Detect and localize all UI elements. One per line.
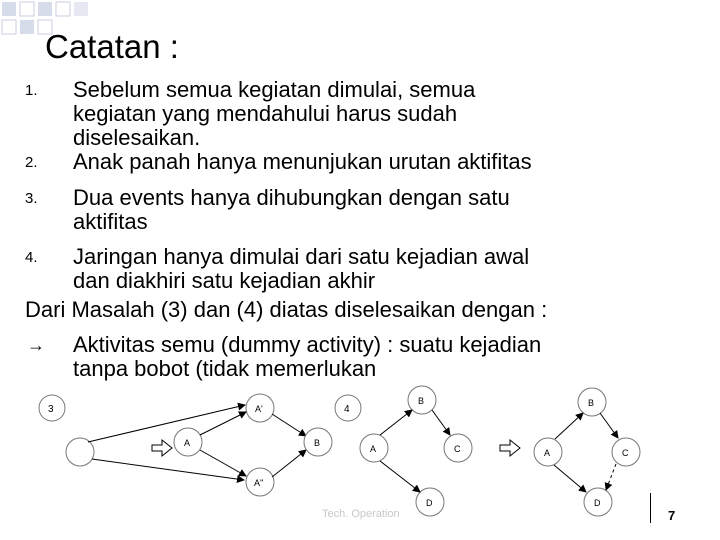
node-label: A <box>184 438 191 448</box>
node-label: B <box>314 438 321 448</box>
list-number: 2. <box>25 154 38 171</box>
list-line: Aktivitas semu (dummy activity) : suatu kejadian <box>73 332 542 357</box>
list-line: Sebelum semua kegiatan dimulai, semua <box>73 77 476 102</box>
list-line: kegiatan yang mendahului harus sudah <box>73 101 458 126</box>
list-line: Dua events hanya dihubungkan dengan satu <box>73 185 510 210</box>
node-label: C <box>622 448 629 458</box>
transform-arrow-icon <box>152 440 172 456</box>
list-line: aktifitas <box>73 209 148 234</box>
node-label: A <box>544 448 551 458</box>
dummy-activity-arrow <box>606 464 616 490</box>
list-line: dan diakhiri satu kejadian akhir <box>73 268 376 293</box>
summary-line: Dari Masalah (3) dan (4) diatas diselesaikan dengan : <box>25 297 548 322</box>
node-label: A <box>370 444 377 454</box>
list-line: Anak panah hanya menunjukan urutan aktifitas <box>73 149 532 174</box>
node-label: B <box>588 398 595 408</box>
diagram-label-text: 4 <box>344 404 350 415</box>
list-line: tanpa bobot (tidak memerlukan <box>73 356 377 381</box>
dummy-activity-diagram-3 <box>39 394 332 496</box>
divider <box>650 493 651 523</box>
node-label: A'' <box>254 478 264 488</box>
list-line: Jaringan hanya dimulai dari satu kejadian awal <box>73 244 530 269</box>
node-label: A' <box>255 404 263 414</box>
slide-title: Catatan : <box>45 28 179 65</box>
node-label: D <box>594 498 601 508</box>
footer-text: Tech. Operation <box>322 508 400 520</box>
arrow-bullet-icon: → <box>27 335 45 355</box>
node-label: D <box>426 498 433 508</box>
node-label: C <box>454 444 461 454</box>
list-number: 4. <box>25 249 38 266</box>
list-number: 3. <box>25 190 38 207</box>
page-number: 7 <box>668 508 676 523</box>
node <box>66 438 94 466</box>
list-line: diselesaikan. <box>73 125 201 150</box>
transform-arrow-icon <box>500 440 520 456</box>
dummy-activity-diagram-4 <box>335 386 640 516</box>
node-label: B <box>418 396 425 406</box>
diagram-label-text: 3 <box>48 404 54 415</box>
list-number: 1. <box>25 82 38 99</box>
